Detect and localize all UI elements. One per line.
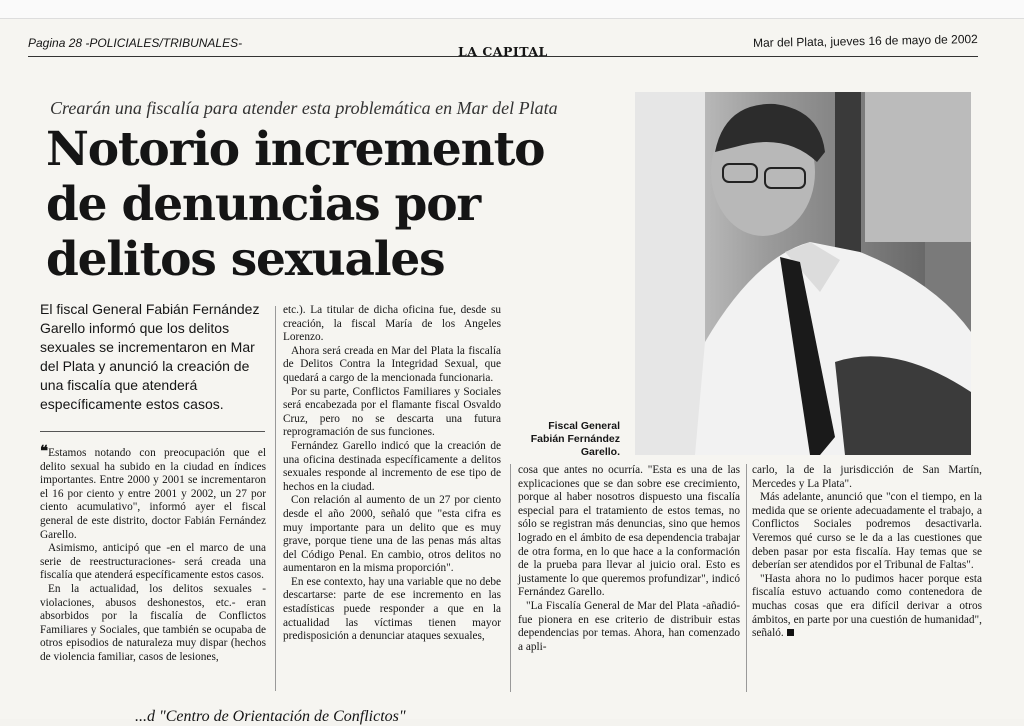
column-divider bbox=[510, 464, 511, 692]
paragraph: Más adelante, anunció que "con el tiempo, en la medida que se oriente adecuadamente el trabajo, a Conflictos Sociales podremos desactivarla. Veremos qué curso se le da a las cuestiones que deben pasar por esta fiscalía. Hay temas que se deberían ser atendidos por el Tribunal de Faltas". bbox=[752, 491, 982, 572]
article-column-4 bbox=[752, 464, 982, 641]
article-column-3 bbox=[518, 464, 740, 654]
lede-paragraph: El fiscal General Fabián Fernández Garello informó que los delitos sexuales se incrementaron en Mar del Plata y anunció la creación de una fiscalía que atenderá específicamente estos casos. bbox=[40, 301, 260, 412]
article-column-1 bbox=[40, 446, 266, 665]
kicker: Crearán una fiscalía para atender esta problemática en Mar del Plata bbox=[50, 98, 558, 118]
paragraph: carlo, la de la jurisdicción de San Martín, Mercedes y La Plata". bbox=[752, 464, 982, 490]
section-label: Pagina 28 -POLICIALES/TRIBUNALES- bbox=[28, 36, 243, 50]
column-divider bbox=[746, 464, 747, 692]
masthead: LA CAPITAL bbox=[458, 44, 548, 59]
paragraph: "La Fiscalía General de Mar del Plata -añadió- fue pionera en ese criterio de distribuir estas dependencias por temas. Ahora, han comenzado a apli- bbox=[518, 599, 740, 653]
paragraph: Fernández Garello indicó que la creación de una oficina destinada específicamente a delitos sexuales responde al incremento de ese tipo de hechos en la ciudad. bbox=[283, 439, 501, 493]
opening-quote-icon: ❝ bbox=[40, 444, 49, 460]
paragraph: Ahora será creada en Mar del Plata la fiscalía de Delitos Contra la Integridad Sexual, que quedará a cargo de la mencionada funcionaria. bbox=[283, 344, 501, 384]
dateline: Mar del Plata, jueves 16 de mayo de 2002 bbox=[753, 32, 979, 50]
article-column-2 bbox=[283, 304, 501, 644]
paragraph: ❝Estamos notando con preocupación que el delito sexual ha subido en la ciudad en índices importantes. Entre 2000 y 2001 se incrementaron el 16 por ciento y entre 2001 y 2002, un 27 por ciento acumulativo", informó ayer el fiscal general de este distrito, doctor Fabián Fernández Garello. bbox=[40, 444, 266, 541]
paragraph: En ese contexto, hay una variable que no debe descartarse: parte de ese incremento en las estadísticas puede responder a que en la actualidad las víctimas tienen mayor predisposición a denunciar ataques sexuales, bbox=[283, 575, 501, 643]
photo-caption bbox=[520, 420, 620, 459]
headline-line: Notorio incremento bbox=[46, 122, 545, 177]
headline bbox=[46, 122, 626, 287]
paragraph: cosa que antes no ocurría. "Esta es una de las explicaciones que se dan sobre ese crecimiento, porque al haber nosotros dispuesto una fiscalía especial para el tratamiento de estos temas, no sólo se registran más denuncias, sino que hemos logrado en el ámbito de esa dependencia trabajar de otra forma, en lo que hace a la conformación de la prueba para llevar al juicio oral. Esto es justamente lo que queremos profundizar", indicó Fernández Garello. bbox=[518, 464, 740, 599]
photo-illustration bbox=[635, 92, 971, 455]
lede-divider bbox=[40, 431, 265, 432]
caption-line: Garello. bbox=[580, 446, 620, 458]
end-of-article-icon bbox=[787, 629, 794, 636]
caption-line: Fabián Fernández bbox=[530, 433, 620, 445]
headline-line: de denuncias por bbox=[46, 177, 480, 232]
paragraph: etc.). La titular de dicha oficina fue, desde su creación, la fiscal María de los Angeles Lorenzo. bbox=[283, 304, 501, 344]
column-divider bbox=[275, 306, 276, 691]
caption-line: Fiscal General bbox=[548, 420, 620, 432]
paragraph: Asimismo, anticipó que -en el marco de una serie de reestructuraciones- será creada una fiscalía que atenderá específicamente estos casos. bbox=[40, 542, 266, 582]
page-header bbox=[28, 34, 978, 57]
paragraph: En la actualidad, los delitos sexuales -violaciones, abusos deshonestos, etc.- eran absorbidos por la fiscalía de Conflictos Familiares y Sociales, que también se ocupaba de otros episodios de naturaleza muy dispar (hechos de violencia familiar, casos de lesiones, bbox=[40, 582, 266, 663]
next-article-headline-cut: ...d "Centro de Orientación de Conflictos" bbox=[135, 708, 406, 725]
top-strip bbox=[0, 0, 1024, 19]
paragraph: Por su parte, Conflictos Familiares y Sociales será encabezada por el flamante fiscal Osvaldo Cruz, pero no se descarta una futura reprogramación de sus funciones. bbox=[283, 385, 501, 439]
headline-line: delitos sexuales bbox=[46, 232, 445, 287]
photo-fiscal bbox=[635, 92, 971, 455]
paragraph: "Hasta ahora no lo pudimos hacer porque esta fiscalía estuvo actuando como contenedora de muchas cosas que era difícil derivar a otros ámbitos, en parte por una cuestión de humanidad", señaló. bbox=[752, 572, 982, 640]
paragraph: Con relación al aumento de un 27 por ciento desde el año 2000, señaló que "esta cifra es muy importante para un delito que es muy grave, porque tiene una de las penas más altas del Código Penal. En cambio, otros delitos no aumentaron en la misma proporción". bbox=[283, 494, 501, 575]
